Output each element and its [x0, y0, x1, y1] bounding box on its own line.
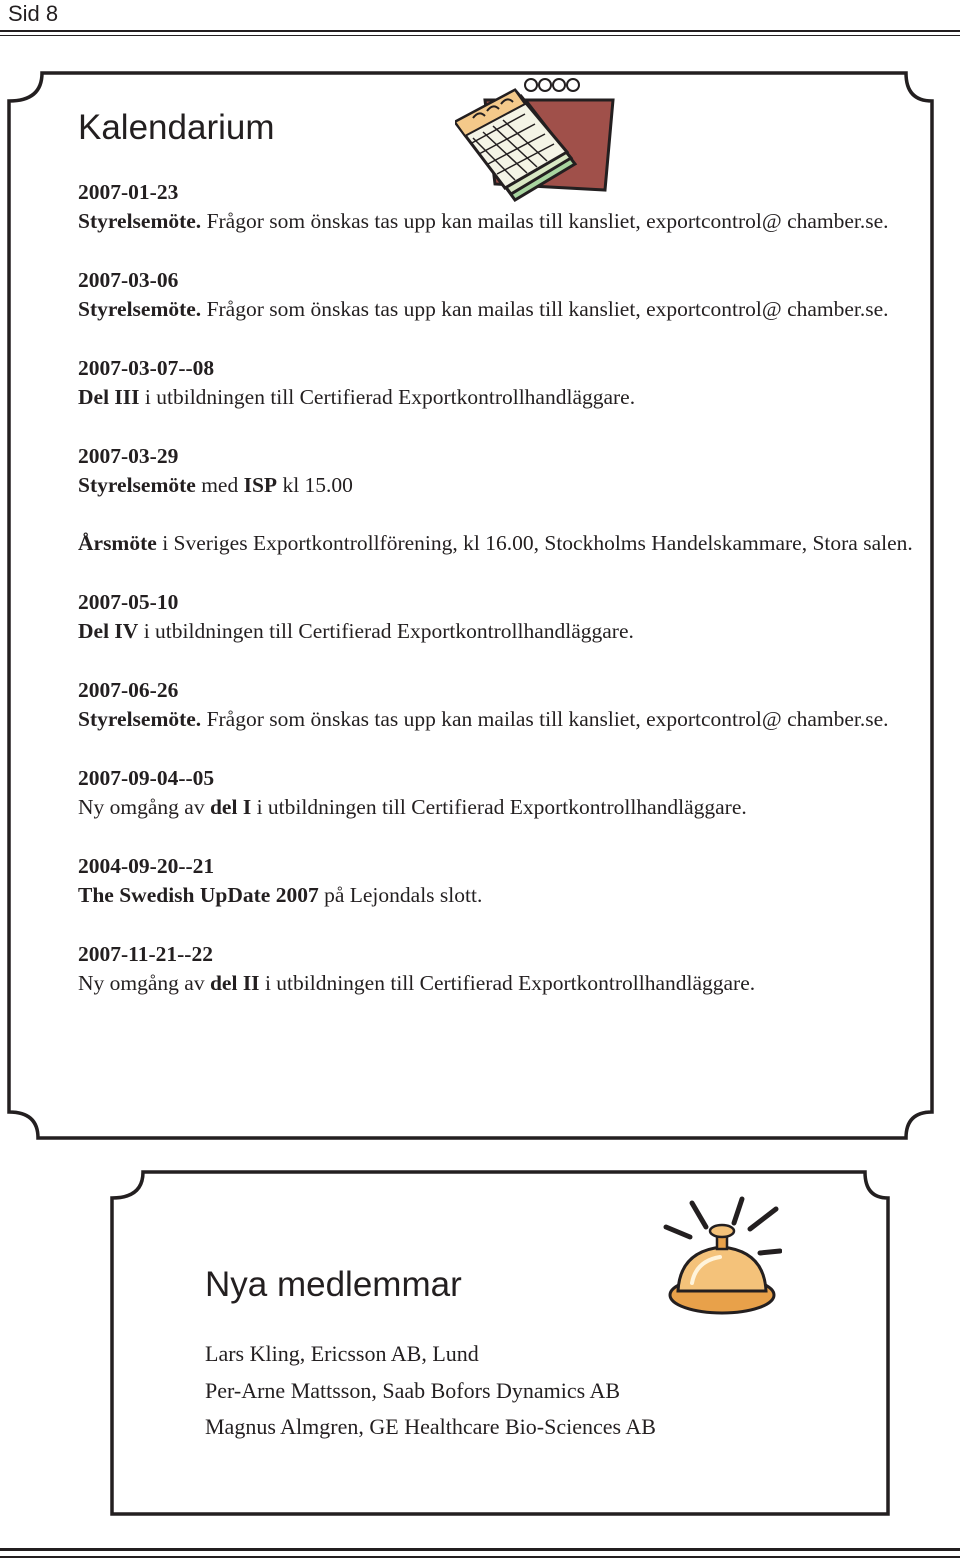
- member-item: Magnus Almgren, GE Healthcare Bio-Sciences AB: [205, 1414, 656, 1439]
- members-title: Nya medlemmar: [205, 1265, 462, 1304]
- member-item: Per-Arne Mattsson, Saab Bofors Dynamics AB: [205, 1377, 621, 1403]
- entry-lead: Styrelsemöte.: [78, 707, 202, 731]
- calendar-entry: [78, 442, 913, 500]
- entry-date: 2007-05-10: [78, 590, 179, 614]
- footer-rule-thin: [0, 1556, 960, 1558]
- entry-date: 2007-06-26: [78, 678, 179, 702]
- calendar-title: Kalendarium: [78, 108, 275, 147]
- entry-date: 2007-03-29: [78, 444, 179, 468]
- entry-date: 2007-11-21--22: [78, 942, 213, 966]
- members-list: [205, 1336, 825, 1446]
- entry-pre: Ny omgång av: [78, 971, 210, 995]
- calendar-entry: [78, 529, 913, 558]
- entry-text: i utbildningen till Certifierad Exportkontrollhandläggare.: [138, 619, 634, 643]
- entry-lead: Årsmöte: [78, 531, 157, 555]
- service-bell-icon: [662, 1195, 782, 1320]
- entry-date: 2007-03-07--08: [78, 356, 215, 380]
- entry-lead: Styrelsemöte.: [78, 297, 202, 321]
- calendar-entry: [78, 178, 913, 236]
- entry-date: 2007-01-23: [78, 180, 179, 204]
- entry-text: kl 15.00: [277, 473, 353, 497]
- entry-date: 2004-09-20--21: [78, 854, 215, 878]
- entry-text: i utbildningen till Certifierad Exportkontrollhandläggare.: [251, 795, 747, 819]
- entry-pre: Ny omgång av: [78, 795, 210, 819]
- entry-lead-2: ISP: [243, 473, 278, 497]
- entry-text: på Lejondals slott.: [318, 883, 483, 907]
- member-item: Lars Kling, Ericsson AB, Lund: [205, 1341, 479, 1366]
- entry-text: Frågor som önskas tas upp kan mailas till kansliet, exportcontrol@ chamber.se.: [201, 209, 889, 233]
- entry-text: i Sveriges Exportkontrollförening, kl 16.00, Stockholms Handelskammare, Stora salen.: [156, 531, 913, 555]
- entry-mid: med: [195, 473, 244, 497]
- calendar-entry: [78, 354, 913, 412]
- entry-lead: Styrelsemöte.: [78, 209, 202, 233]
- entry-text: i utbildningen till Certifierad Exportkontrollhandläggare.: [259, 971, 756, 995]
- calendar-entry: [78, 764, 913, 822]
- entry-lead: del I: [209, 795, 252, 819]
- calendar-entry: [78, 588, 913, 646]
- calendar-entry: [78, 940, 913, 998]
- calendar-entry: [78, 676, 913, 734]
- calendar-entry: [78, 266, 913, 324]
- entry-text: i utbildningen till Certifierad Exportkontrollhandläggare.: [139, 385, 636, 409]
- entry-date: 2007-03-06: [78, 268, 179, 292]
- entry-lead: Del III: [78, 385, 140, 409]
- entry-text: Frågor som önskas tas upp kan mailas till kansliet, exportcontrol@ chamber.se.: [201, 707, 889, 731]
- calendar-list: [78, 178, 913, 998]
- entry-date: 2007-09-04--05: [78, 766, 215, 790]
- footer-rule: [0, 1548, 960, 1551]
- entry-lead: Styrelsemöte: [78, 473, 196, 497]
- entry-lead: Del IV: [78, 619, 139, 643]
- entry-lead: del II: [209, 971, 260, 995]
- entry-lead: The Swedish UpDate 2007: [78, 883, 319, 907]
- calendar-entry: [78, 852, 913, 910]
- page-number: Sid 8: [8, 1, 59, 26]
- entry-text: Frågor som önskas tas upp kan mailas till kansliet, exportcontrol@ chamber.se.: [201, 297, 889, 321]
